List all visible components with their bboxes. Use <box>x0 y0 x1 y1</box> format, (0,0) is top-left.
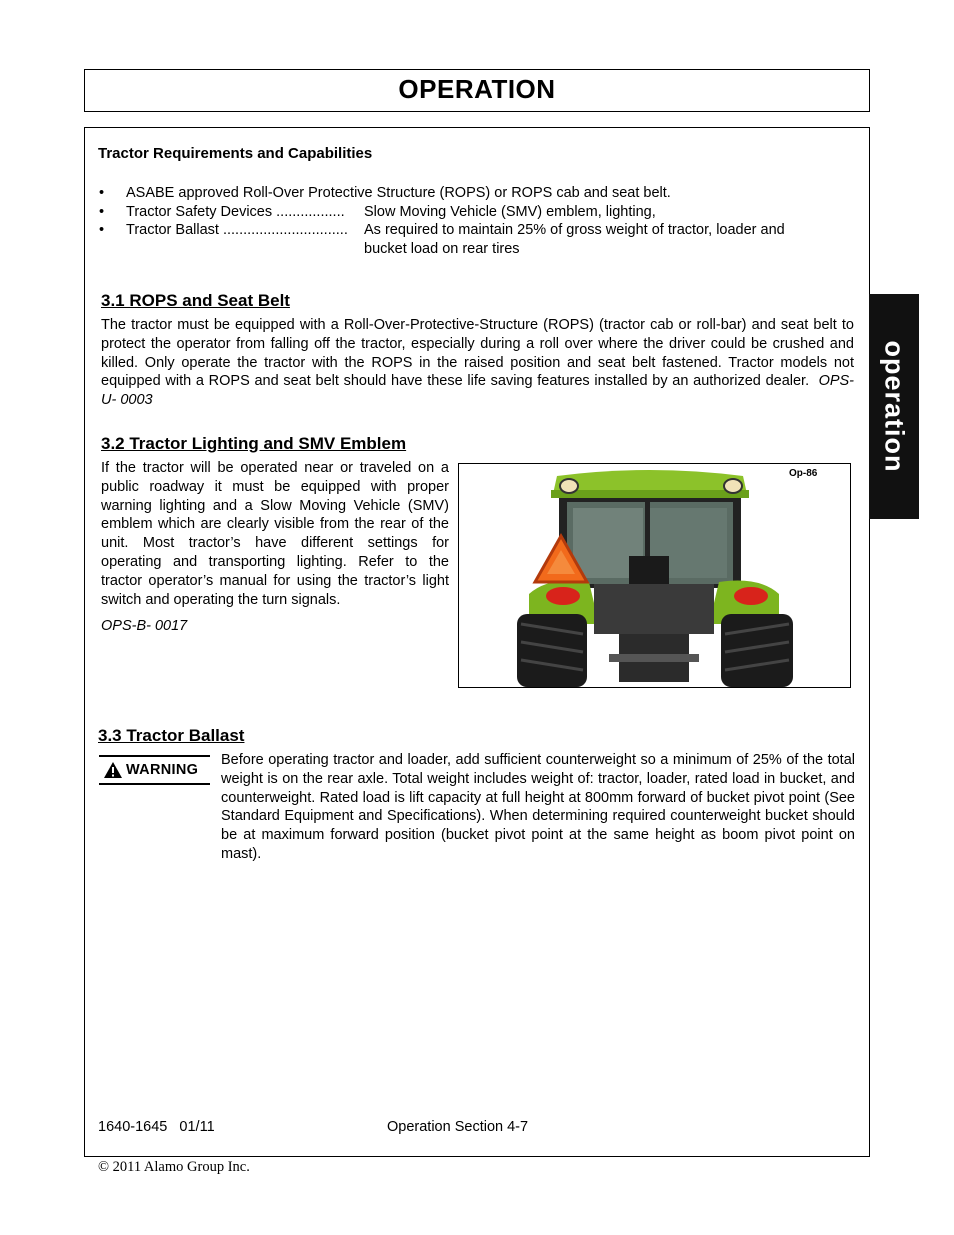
rops-body-text: The tractor must be equipped with a Roll-Over-Protective-Structure (ROPS) (tractor cab or roll-bar) and seat belt to protect the operator from falling off the tractor, especially during a roll over where the driver could be crushed and killed. Only operate the tractor with the ROPS in the raised position and seat belt fastened. Tractor models not equipped with a ROPS and seat belt should have these life saving features installed by an authorized dealer. <box>101 317 854 390</box>
lighting-ref-code: OPS-B- 0017 <box>101 618 188 634</box>
page-title: OPERATION <box>398 74 556 104</box>
requirement-item-safety-value: Slow Moving Vehicle (SMV) emblem, lighting, <box>364 204 656 220</box>
warning-badge <box>99 755 210 785</box>
bullet-marker: • <box>99 204 105 220</box>
bullet-marker: • <box>99 222 105 238</box>
bullet-marker: • <box>99 185 105 201</box>
warning-label: WARNING <box>126 762 199 778</box>
copyright-notice: © 2011 Alamo Group Inc. <box>98 1159 250 1175</box>
section-heading-ballast: 3.3 Tractor Ballast <box>98 726 245 745</box>
side-tab-label-wrap <box>869 294 919 519</box>
requirement-item-rops: ASABE approved Roll-Over Protective Structure (ROPS) or ROPS cab and seat belt. <box>126 185 671 201</box>
requirement-item-ballast-continuation: bucket load on rear tires <box>364 241 520 257</box>
tractor-illustration <box>459 464 850 687</box>
requirements-title: Tractor Requirements and Capabilities <box>98 145 373 162</box>
warning-triangle-icon <box>103 761 123 779</box>
rops-ref-code: OPS-U- 0003 <box>101 373 855 409</box>
footer-section: Operation Section 4-7 <box>387 1119 529 1135</box>
section-body-lighting: If the tractor will be operated near or traveled on a public roadway it must be equipped with proper warning lighting and a Slow Moving Vehicle (SMV) emblem which are clearly visible from the rear of the unit. Most tractor’s have different settings for operating and transporting lighting. Refer to the tractor operator’s manual for using the tractor’s light switch and operating the turn signals. <box>101 460 449 608</box>
requirement-item-ballast-value: As required to maintain 25% of gross weight of tractor, loader and <box>364 222 785 238</box>
tractor-rear-photo <box>458 463 851 688</box>
section-body-ballast: Before operating tractor and loader, add sufficient counterweight so a minimum of 25% of the total weight is on the rear axle. Total weight includes weight of: tractor, loader, rated load in bucket, and counterweight. Rated load is lift capacity at full height at 800mm forward of bucket pivot point (See Standard Equipment and Specifications). When determining required counterweight bucket should be at maximum forward position (bucket pivot point at the same height as boom pivot point on mast). <box>221 752 855 862</box>
requirement-item-ballast-label: Tractor Ballast ............................... <box>126 222 348 238</box>
section-heading-rops: 3.1 ROPS and Seat Belt <box>101 291 290 310</box>
section-body-rops <box>101 316 854 410</box>
photo-label: Op-86 <box>789 468 818 479</box>
requirement-item-safety-label: Tractor Safety Devices ................. <box>126 204 345 220</box>
side-tab-label: operation <box>879 340 910 473</box>
footer-doc-number: 1640-1645 01/11 <box>98 1119 215 1135</box>
section-heading-lighting: 3.2 Tractor Lighting and SMV Emblem <box>101 434 407 453</box>
